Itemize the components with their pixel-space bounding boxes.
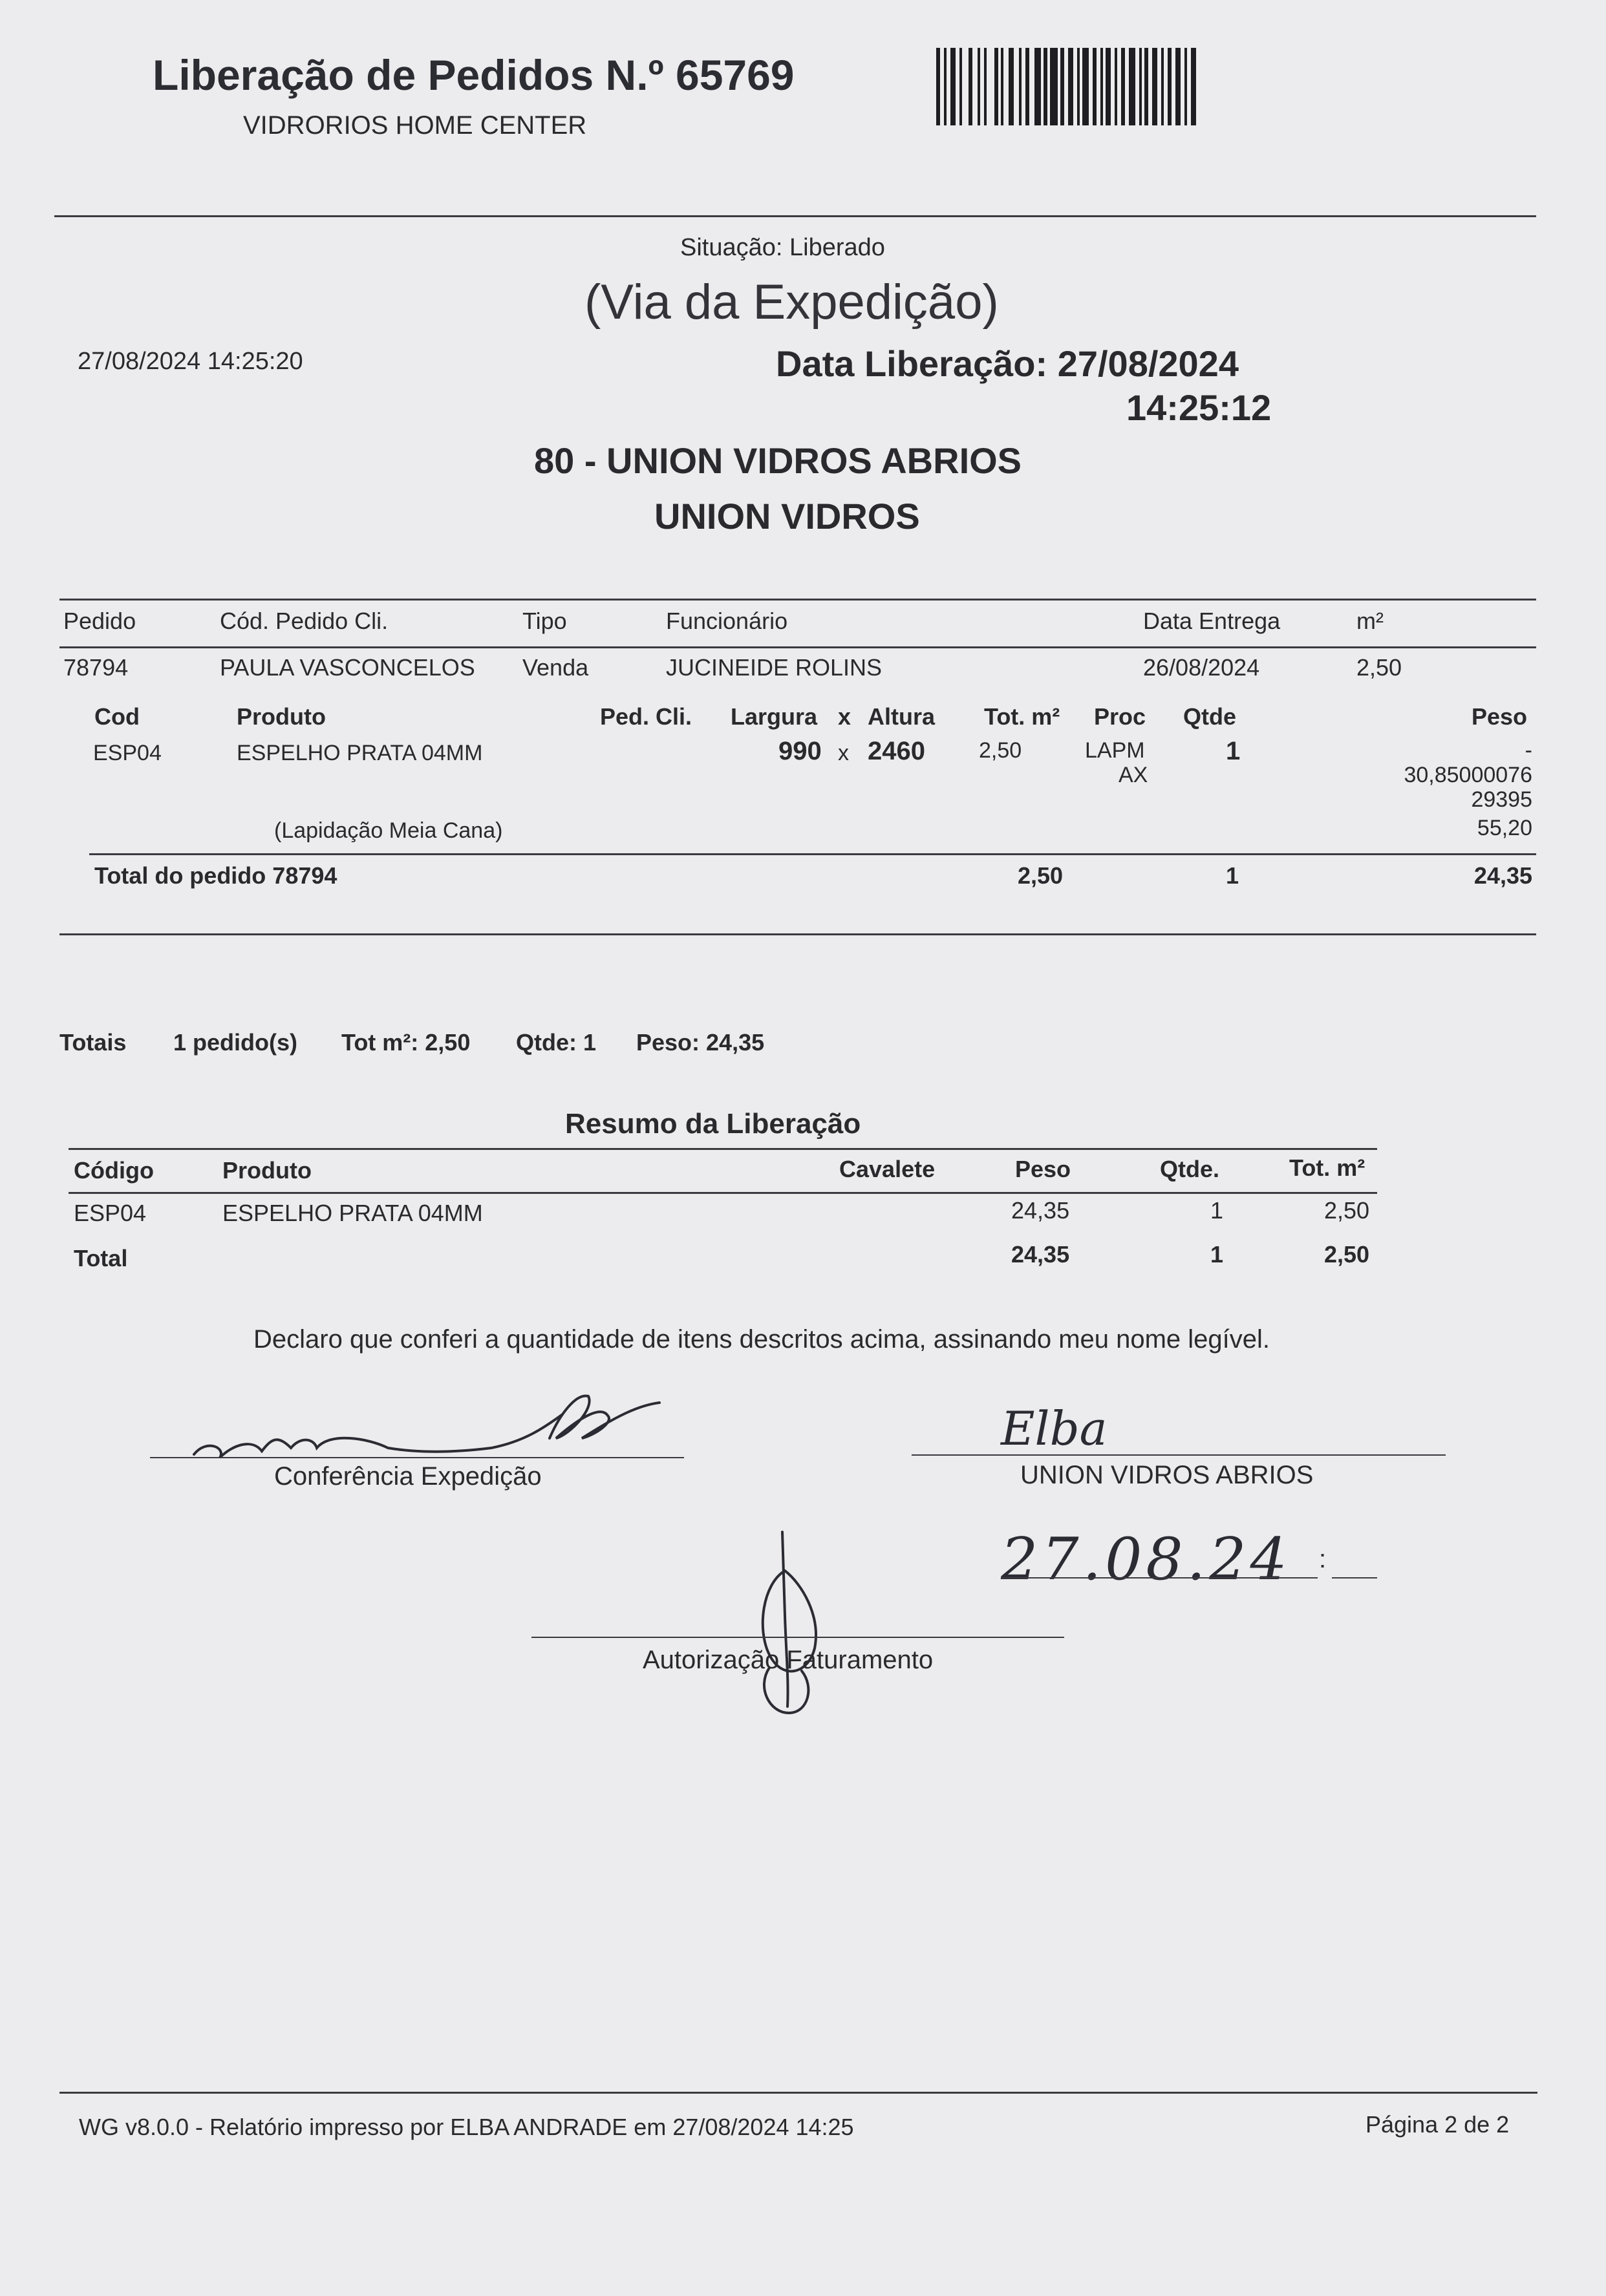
item-tot-m2: 2,50: [979, 738, 1022, 763]
handwritten-client-name: Elba: [1001, 1401, 1108, 1456]
date-separator: :: [1319, 1545, 1327, 1573]
item-proc-line1: LAPM: [1085, 738, 1145, 763]
resumo-qtde: 1: [1210, 1197, 1224, 1224]
totals-pedidos: 1 pedido(s): [173, 1029, 298, 1056]
col-funcionario-header: Funcionário: [666, 608, 788, 634]
item-peso-line2: 30,85000076: [1404, 763, 1532, 787]
resumo-header-rule: [69, 1192, 1377, 1194]
date-line: [1001, 1577, 1318, 1578]
resumo-peso-header: Peso: [1015, 1156, 1071, 1182]
status-text: Situação: Liberado: [680, 234, 885, 261]
item-largura-header: Largura: [731, 703, 818, 730]
item-process-note: (Lapidação Meia Cana): [274, 818, 503, 843]
resumo-produto: ESPELHO PRATA 04MM: [222, 1200, 483, 1226]
item-largura: 990: [778, 737, 822, 765]
footer-print-info: WG v8.0.0 - Relatório impresso por ELBA ANDRADE em 27/08/2024 14:25: [79, 2114, 854, 2140]
resumo-peso: 24,35: [1011, 1197, 1070, 1224]
col-pedido-header: Pedido: [63, 608, 136, 634]
barcode: [936, 48, 1199, 125]
resumo-produto-header: Produto: [222, 1157, 312, 1184]
time-line: [1332, 1577, 1377, 1578]
client-signature-line: [912, 1454, 1446, 1456]
footer-rule: [59, 2092, 1537, 2094]
item-cod-header: Cod: [94, 703, 140, 730]
footer-page-number: Página 2 de 2: [1365, 2111, 1510, 2138]
order-number: 78794: [63, 654, 129, 681]
item-ped-cli-header: Ped. Cli.: [600, 703, 692, 730]
via-title: (Via da Expedição): [584, 275, 999, 330]
autorizacao-label: Autorização Faturamento: [643, 1646, 934, 1674]
release-time: 14:25:12: [1126, 387, 1272, 428]
declaration-text: Declaro que conferi a quantidade de itens descritos acima, assinando meu nome legível.: [253, 1325, 1270, 1354]
item-produto: ESPELHO PRATA 04MM: [237, 741, 483, 765]
client-order-code: PAULA VASCONCELOS: [220, 654, 475, 681]
conferencia-line: [150, 1457, 684, 1458]
totals-label: Totais: [59, 1029, 127, 1056]
client-signature-label: UNION VIDROS ABRIOS: [1020, 1461, 1314, 1489]
resumo-tot-m2-header: Tot. m²: [1289, 1154, 1365, 1181]
item-proc-line2: AX: [1119, 763, 1148, 787]
item-produto-header: Produto: [237, 703, 326, 730]
resumo-title: Resumo da Liberação: [565, 1108, 861, 1140]
item-x-header: x: [838, 703, 851, 730]
order-total-m2: 2,50: [1018, 862, 1064, 889]
resumo-tot-m2: 2,50: [1324, 1197, 1370, 1224]
page-title: Liberação de Pedidos N.º 65769: [153, 51, 795, 99]
conferencia-label: Conferência Expedição: [274, 1462, 542, 1491]
item-altura-header: Altura: [868, 703, 936, 730]
items-total-rule: [89, 853, 1536, 855]
order-m2: 2,50: [1356, 654, 1402, 681]
order-total-peso: 24,35: [1473, 862, 1532, 889]
col-data-entrega-header: Data Entrega: [1143, 608, 1281, 634]
resumo-total-m2: 2,50: [1324, 1241, 1370, 1268]
resumo-top-rule: [69, 1148, 1377, 1150]
item-altura: 2460: [868, 737, 925, 765]
resumo-total-qtde: 1: [1210, 1241, 1224, 1268]
autorizacao-signature: [744, 1525, 834, 1719]
release-date: Data Liberação: 27/08/2024: [776, 343, 1239, 384]
totals-peso: Peso: 24,35: [636, 1029, 765, 1056]
order-type: Venda: [522, 654, 589, 681]
item-tot-m2-header: Tot. m²: [984, 703, 1060, 730]
employee-name: JUCINEIDE ROLINS: [666, 654, 883, 681]
resumo-qtde-header: Qtde.: [1160, 1156, 1220, 1182]
client-name: 80 - UNION VIDROS ABRIOS: [534, 440, 1022, 481]
item-peso-line3: 29395: [1471, 787, 1532, 812]
resumo-codigo-header: Código: [74, 1157, 154, 1184]
order-table-header-rule: [59, 646, 1536, 648]
totals-qtde: Qtde: 1: [516, 1029, 597, 1056]
print-datetime: 27/08/2024 14:25:20: [78, 348, 303, 375]
header-divider: [54, 215, 1536, 217]
col-m2-header: m²: [1356, 608, 1384, 634]
item-peso-line4: 55,20: [1477, 816, 1532, 840]
items-bottom-rule: [59, 933, 1536, 935]
handwritten-date: 27.08.24: [1001, 1525, 1291, 1593]
client-short-name: UNION VIDROS: [654, 496, 920, 537]
col-cod-pedido-cli-header: Cód. Pedido Cli.: [220, 608, 389, 634]
company-name: VIDRORIOS HOME CENTER: [243, 111, 587, 140]
resumo-total-peso: 24,35: [1011, 1241, 1070, 1268]
totals-m2: Tot m²: 2,50: [341, 1029, 471, 1056]
item-x: x: [838, 741, 849, 765]
resumo-total-label: Total: [74, 1245, 128, 1271]
item-proc-header: Proc: [1094, 703, 1146, 730]
order-total-label: Total do pedido 78794: [94, 862, 337, 889]
item-peso-header: Peso: [1472, 703, 1528, 730]
item-qtde: 1: [1226, 737, 1241, 765]
item-qtde-header: Qtde: [1183, 703, 1237, 730]
autorizacao-line: [531, 1637, 1064, 1638]
delivery-date: 26/08/2024: [1143, 654, 1260, 681]
conferencia-signature: [181, 1377, 672, 1474]
order-table-top-rule: [59, 599, 1536, 601]
col-tipo-header: Tipo: [522, 608, 567, 634]
resumo-codigo: ESP04: [74, 1200, 147, 1226]
item-peso-line1: -: [1525, 738, 1532, 763]
resumo-cavalete-header: Cavalete: [839, 1156, 936, 1182]
item-cod: ESP04: [93, 741, 162, 765]
order-total-qtde: 1: [1226, 862, 1239, 889]
